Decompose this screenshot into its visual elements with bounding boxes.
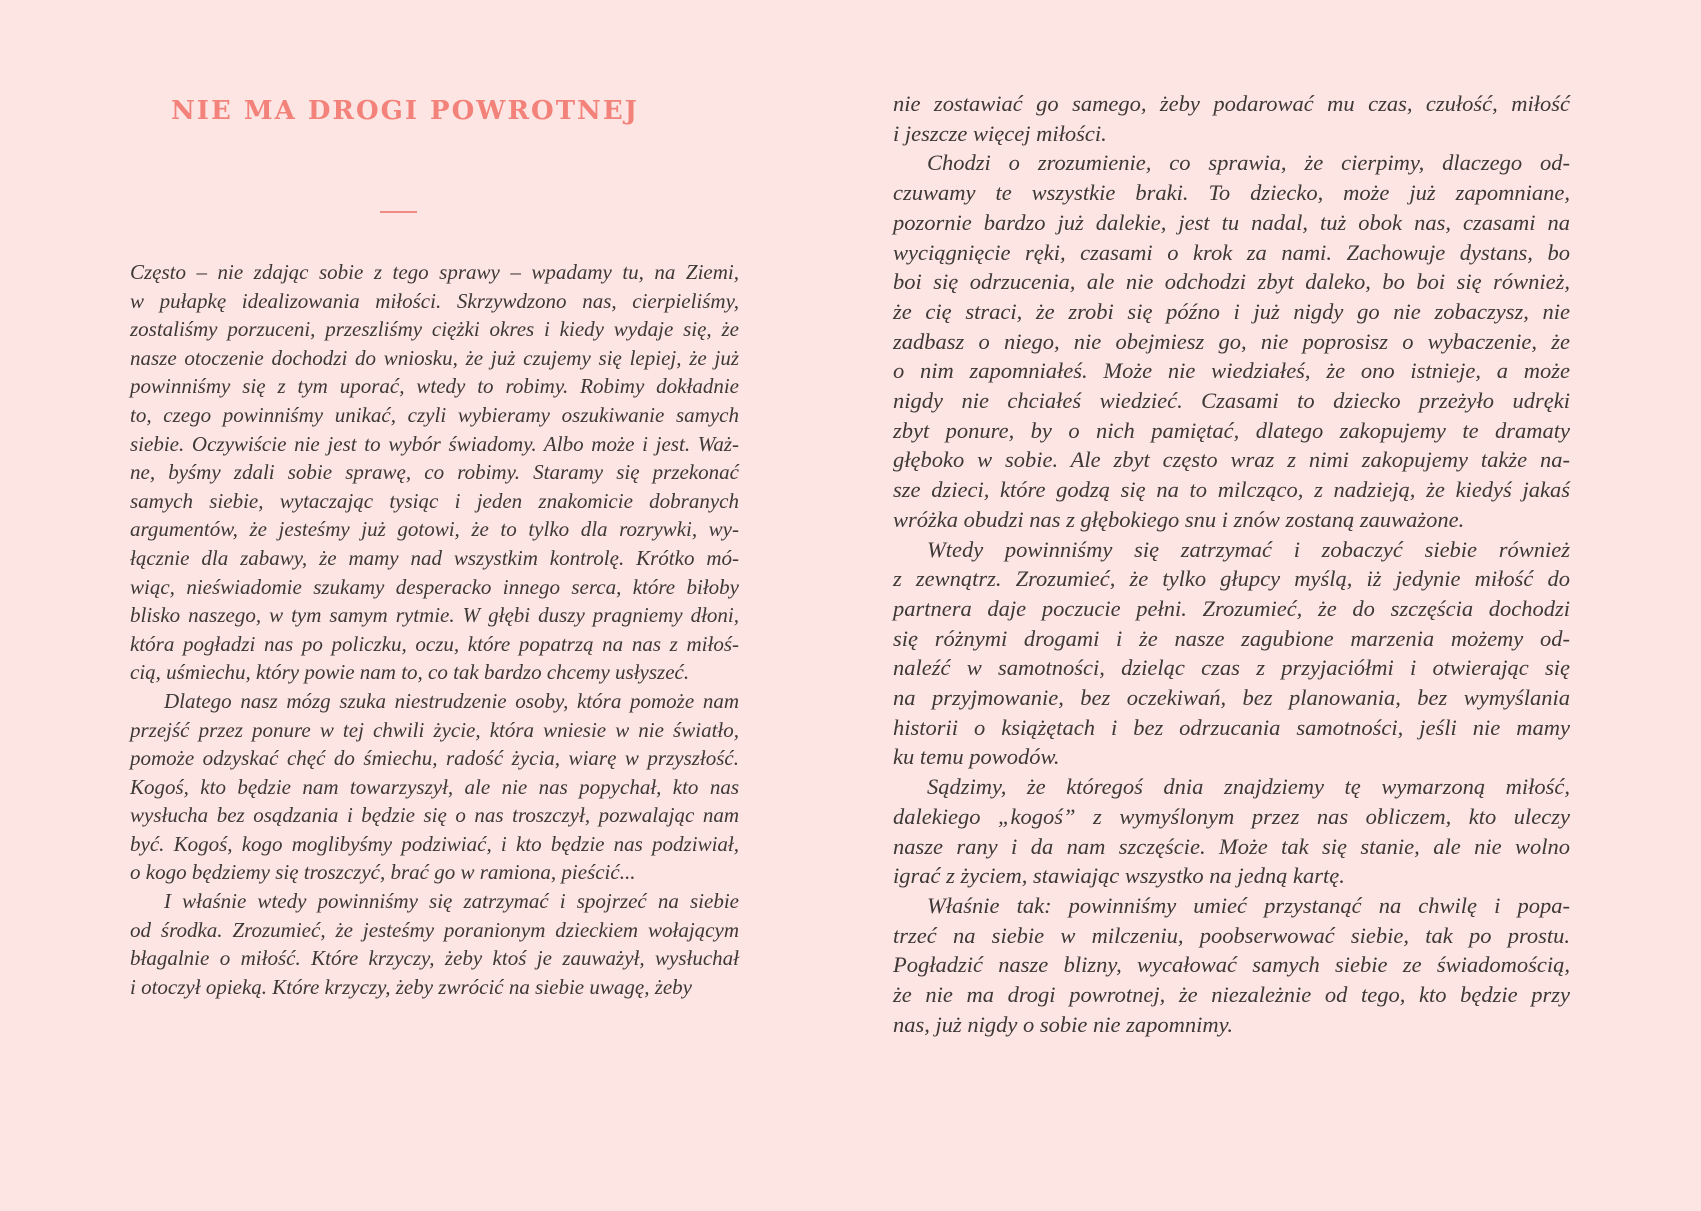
text-line: z zewnątrz. Zrozumieć, że tylko głupcy myślą, iż jedynie miłość do — [893, 566, 1570, 592]
text-line: pozornie bardzo już dalekie, jest tu nadal, tuż obok nas, czasami na — [893, 209, 1570, 235]
text-line: wyciągnięcie ręki, czasami o krok za nami. Zachowuje dystans, bo — [893, 239, 1570, 265]
paragraph — [893, 148, 1570, 534]
text-line: że cię straci, że zrobi się późno i już nigdy go nie zobaczysz, nie — [893, 298, 1570, 324]
text-line: samych siebie, wytaczając tysiąc i jeden znakomicie dobranych — [130, 488, 739, 513]
text-line: się różnymi drogami i że nasze zagubione marzenia możemy od- — [893, 625, 1570, 651]
text-line: przejść przez ponure w tej chwili życie, która wniesie w nie światło, — [130, 717, 739, 742]
text-line: błagalnie o miłość. Które krzyczy, żeby ktoś je zauważył, wysłuchał — [130, 946, 739, 971]
text-line: naleźć w samotności, dzieląc czas z przyjaciółmi i otwierając się — [893, 655, 1570, 681]
text-line: pomoże odzyskać chęć do śmiechu, radość życia, wiarę w przyszłość. — [130, 746, 739, 771]
paragraph — [893, 891, 1570, 1040]
text-line: zostaliśmy porzuceni, przeszliśmy ciężki okres i kiedy wydaje się, że — [130, 317, 739, 342]
text-line: być. Kogoś, kogo moglibyśmy podziwiać, i kto będzie nas podziwiał, — [130, 831, 739, 856]
chapter-title: NIE MA DROGI POWROTNEJ — [171, 96, 639, 126]
text-line: ku temu powodów. — [893, 744, 1060, 770]
text-line: Często – nie zdając sobie z tego sprawy – wpadamy tu, na Ziemi, — [130, 260, 739, 284]
left-page-text — [130, 258, 739, 1001]
text-line: o kogo będziemy się troszczyć, brać go w ramiona, pieścić... — [130, 860, 636, 885]
text-line: i jeszcze więcej miłości. — [893, 120, 1107, 146]
text-line: Wtedy powinniśmy się zatrzymać i zobaczyć siebie również — [927, 536, 1570, 562]
text-line: na przyjmowanie, bez oczekiwań, bez planowania, bez wymyślania — [893, 685, 1570, 711]
paragraph — [130, 258, 739, 687]
text-line: głęboko w sobie. Ale zbyt często wraz z nimi zakopujemy także na- — [893, 447, 1570, 473]
text-line: w pułapkę idealizowania miłości. Skrzywdzono nas, cierpieliśmy, — [130, 288, 739, 313]
paragraph — [893, 772, 1570, 891]
text-line: Dlatego nasz mózg szuka niestrudzenie osoby, która pomoże nam — [164, 688, 739, 713]
text-line: że nie ma drogi powrotnej, że niezależnie od tego, kto będzie przy — [893, 982, 1570, 1008]
text-line: dalekiego „kogoś” z wymyślonym przez nas obliczem, kto uleczy — [893, 803, 1570, 829]
paragraph — [893, 89, 1570, 148]
text-line: trzeć na siebie w milczeniu, poobserwować siebie, tak po prostu. — [893, 922, 1570, 948]
text-line: nigdy nie chciałeś wiedzieć. Czasami to dziecko przeżyło udręki — [893, 388, 1570, 414]
text-line: od środka. Zrozumieć, że jesteśmy poranionym dzieckiem wołającym — [130, 917, 739, 942]
text-line: cią, uśmiechu, który powie nam to, co tak bardzo chcemy usłyszeć. — [130, 660, 690, 685]
text-line: partnera daje poczucie pełni. Zrozumieć, że do szczęścia dochodzi — [893, 595, 1570, 621]
text-line: o nim zapomniałeś. Może nie wiedziałeś, że ono istnieje, a może — [893, 358, 1570, 384]
text-line: blisko naszego, w tym samym rytmie. W głębi duszy pragniemy dłoni, — [130, 603, 739, 628]
text-line: historii o książętach i bez odrzucania samotności, jeśli nie mamy — [893, 714, 1570, 740]
text-line: nasze rany i da nam szczęście. Może tak się stanie, ale nie wolno — [893, 833, 1570, 859]
text-line: igrać z życiem, stawiając wszystko na jedną kartę. — [893, 863, 1345, 889]
text-line: sze dzieci, które godzą się na to milcząco, z nadzieją, że kiedyś jakaś — [893, 477, 1570, 503]
text-line: nasze otoczenie dochodzi do wniosku, że już czujemy się lepiej, że już — [130, 345, 739, 370]
text-line: nas, już nigdy o sobie nie zapomnimy. — [893, 1011, 1233, 1037]
text-line: wróżka obudzi nas z głębokiego snu i znów zostaną zauważone. — [893, 506, 1465, 532]
text-line: ne, byśmy zdali sobie sprawę, co robimy. Staramy się przekonać — [130, 460, 739, 485]
text-line: to, czego powinniśmy unikać, czyli wybieramy oszukiwanie samych — [130, 402, 739, 427]
text-line: boi się odrzucenia, ale nie odchodzi zbyt daleko, bo boi się również, — [893, 269, 1570, 295]
text-line: wysłucha bez osądzania i będzie się o nas troszczył, pozwalając nam — [130, 803, 739, 828]
text-line: argumentów, że jesteśmy już gotowi, że to tylko dla rozrywki, wy- — [130, 517, 739, 542]
text-line: zbyt ponure, by o nich pamiętać, dlatego zakopujemy te dramaty — [893, 417, 1570, 443]
text-line: wiąc, nieświadomie szukamy desperacko innego serca, które biłoby — [130, 574, 739, 599]
text-line: czuwamy te wszystkie braki. To dziecko, może już zapomniane, — [893, 180, 1570, 206]
text-line: powinniśmy się z tym uporać, wtedy to robimy. Robimy dokładnie — [130, 374, 739, 399]
text-line: nie zostawiać go samego, żeby podarować mu czas, czułość, miłość — [893, 91, 1570, 116]
text-line: łącznie dla zabawy, że mamy nad wszystkim kontrolę. Krótko mó- — [130, 545, 739, 570]
right-page-text — [893, 89, 1570, 1040]
text-line: siebie. Oczywiście nie jest to wybór świadomy. Albo może i jest. Waż- — [130, 431, 739, 456]
paragraph — [893, 535, 1570, 773]
paragraph — [130, 887, 739, 1001]
title-divider — [380, 211, 417, 213]
paragraph — [130, 687, 739, 887]
text-line: która pogładzi nas po policzku, oczu, które popatrzą na nas z miłoś- — [130, 631, 739, 656]
text-line: Kogoś, kto będzie nam towarzyszył, ale nie nas popychał, kto nas — [130, 774, 739, 799]
text-line: Chodzi o zrozumienie, co sprawia, że cierpimy, dlaczego od- — [927, 150, 1570, 176]
text-line: Właśnie tak: powinniśmy umieć przystanąć na chwilę i popa- — [927, 892, 1570, 918]
text-line: I właśnie wtedy powinniśmy się zatrzymać i spojrzeć na siebie — [164, 889, 739, 914]
text-line: zadbasz o niego, nie obejmiesz go, nie poprosisz o wybaczenie, że — [893, 328, 1570, 354]
text-line: Pogładzić nasze blizny, wycałować samych siebie ze świadomością, — [893, 952, 1570, 978]
text-line: Sądzimy, że któregoś dnia znajdziemy tę wymarzoną miłość, — [927, 774, 1570, 800]
text-line: i otoczył opieką. Które krzyczy, żeby zwrócić na siebie uwagę, żeby — [130, 974, 693, 999]
